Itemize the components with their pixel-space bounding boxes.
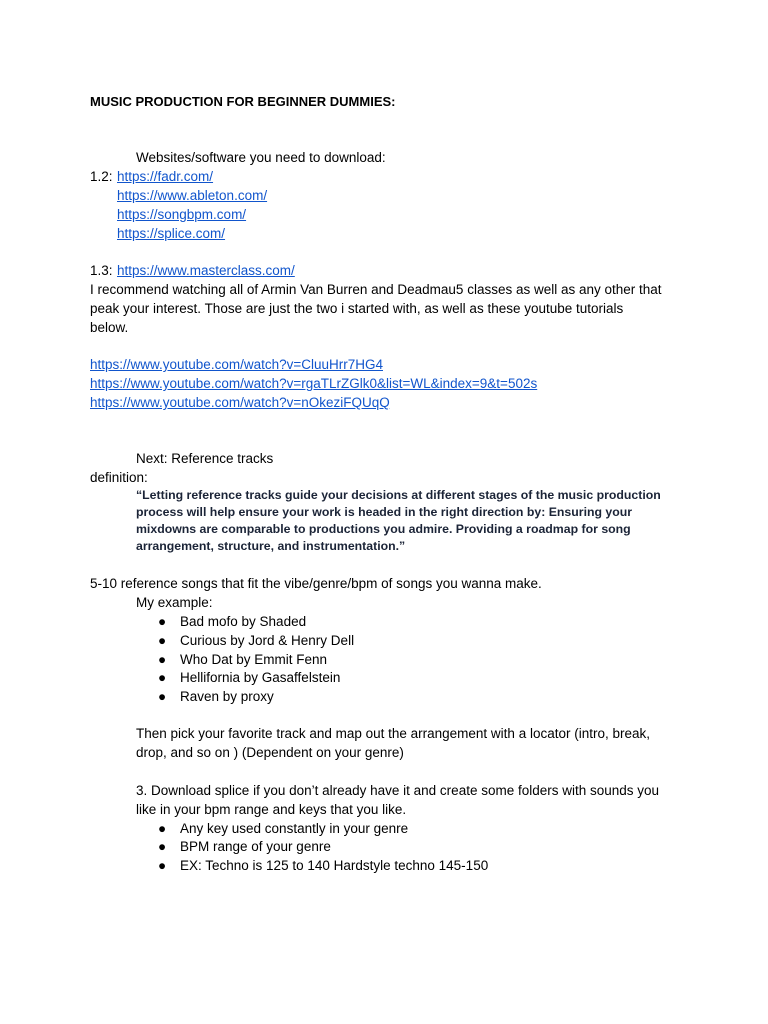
list-item <box>158 668 340 687</box>
example-track: Who Dat by Emmit Fenn <box>180 652 328 667</box>
example-track: Raven by proxy <box>180 689 274 704</box>
list-item <box>158 687 274 706</box>
definition-label: definition: <box>90 470 148 485</box>
list-item <box>158 837 331 856</box>
list-item <box>158 819 408 838</box>
youtube-link[interactable]: https://www.youtube.com/watch?v=nOkeziFQUqQ <box>90 395 390 410</box>
link-masterclass[interactable]: https://www.masterclass.com/ <box>117 263 295 278</box>
bullet-icon: ● <box>158 839 167 854</box>
reference-songs-intro: 5-10 reference songs that fit the vibe/genre/bpm of songs you wanna make. <box>90 576 542 591</box>
example-track: Bad mofo by Shaded <box>180 614 307 629</box>
splice-tip: Any key used constantly in your genre <box>180 821 409 836</box>
bullet-icon: ● <box>158 689 167 704</box>
bullet-icon: ● <box>158 821 167 836</box>
list-item <box>158 631 354 650</box>
example-track: Curious by Jord & Henry Dell <box>180 633 355 648</box>
splice-paragraph-line: like in your bpm range and keys that you like. <box>136 802 407 817</box>
bullet-icon: ● <box>158 858 167 873</box>
document-title: MUSIC PRODUCTION FOR BEGINNER DUMMIES: <box>90 94 396 109</box>
link-songbpm[interactable]: https://songbpm.com/ <box>117 207 247 222</box>
definition-quote-line: process will help ensure your work is headed in the right direction by: Ensuring your <box>136 505 633 519</box>
splice-tip: BPM range of your genre <box>180 839 331 854</box>
definition-quote-line: arrangement, structure, and instrumentation.” <box>136 539 406 553</box>
bullet-icon: ● <box>158 652 167 667</box>
recommend-paragraph-line: below. <box>90 320 129 335</box>
youtube-link[interactable]: https://www.youtube.com/watch?v=rgaTLrZGlk0&list=WL&index=9&t=502s <box>90 376 538 391</box>
websites-intro: Websites/software you need to download: <box>136 150 386 165</box>
list-item <box>158 856 488 875</box>
example-label: My example: <box>136 595 213 610</box>
arrangement-paragraph-line: drop, and so on ) (Dependent on your genre) <box>136 745 404 760</box>
reference-tracks-heading: Next: Reference tracks <box>136 451 274 466</box>
recommend-paragraph-line: peak your interest. Those are just the two i started with, as well as these youtube tutorials <box>90 301 624 316</box>
recommend-paragraph-line: I recommend watching all of Armin Van Burren and Deadmau5 classes as well as any other that <box>90 282 662 297</box>
list-item <box>158 612 306 631</box>
youtube-link[interactable]: https://www.youtube.com/watch?v=CluuHrr7HG4 <box>90 357 383 372</box>
splice-paragraph-line: 3. Download splice if you don’t already have it and create some folders with sounds you <box>136 783 660 798</box>
link-fadr[interactable]: https://fadr.com/ <box>117 169 214 184</box>
list-item <box>158 650 327 669</box>
example-track: Hellifornia by Gasaffelstein <box>180 670 341 685</box>
section-1-3-label: 1.3: <box>90 263 113 278</box>
bullet-icon: ● <box>158 670 167 685</box>
link-ableton[interactable]: https://www.ableton.com/ <box>117 188 268 203</box>
splice-tip: EX: Techno is 125 to 140 Hardstyle techno 145-150 <box>180 858 489 873</box>
link-splice[interactable]: https://splice.com/ <box>117 226 226 241</box>
arrangement-paragraph-line: Then pick your favorite track and map out the arrangement with a locator (intro, break, <box>136 726 651 741</box>
definition-quote-line: “Letting reference tracks guide your decisions at different stages of the music production <box>136 488 661 502</box>
bullet-icon: ● <box>158 614 167 629</box>
definition-quote-line: mixdowns are comparable to productions you admire. Providing a roadmap for song <box>136 522 631 536</box>
bullet-icon: ● <box>158 633 167 648</box>
section-1-2-label: 1.2: <box>90 169 113 184</box>
